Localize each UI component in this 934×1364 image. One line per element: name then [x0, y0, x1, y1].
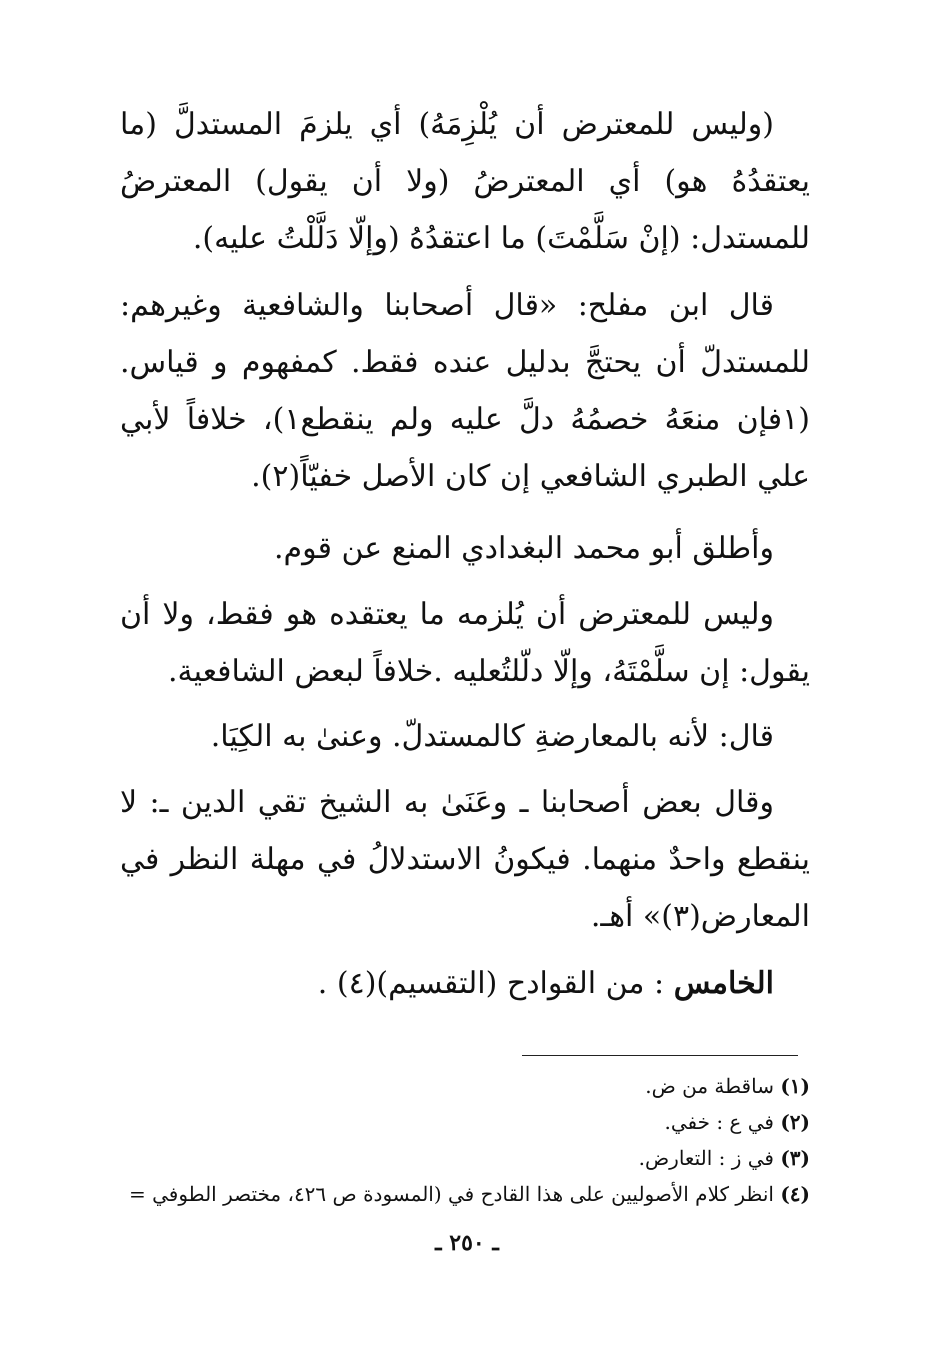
footnote-number: (٤)	[780, 1182, 810, 1206]
paragraph-3	[120, 520, 810, 577]
footnote-3	[90, 1140, 810, 1176]
paragraph-text: وأطلق أبو محمد البغدادي المنع عن قوم.	[273, 531, 774, 566]
paragraph-4	[120, 586, 810, 700]
footnote-text: في ز : التعارض.	[638, 1146, 774, 1170]
footnote-text: انظر كلام الأصوليين على هذا القادح في (المسودة ص ٤٢٦، مختصر الطوفي =	[128, 1182, 774, 1206]
paragraph-5	[120, 708, 810, 765]
footnote-1	[90, 1068, 810, 1104]
paragraph-text: وقال بعض أصحابنا ـ وعَنَىٰ به الشيخ تقي الدين ـ: لا ينقطع واحدٌ منهما. فيكونُ الاستدلالُ في مهلة النظر في المعارض(٣)» أهـ.	[120, 785, 810, 934]
footnote-text: في ع : خفي.	[664, 1110, 774, 1134]
section-heading-bold: الخامس	[673, 966, 774, 1001]
footnote-text: ساقطة من ض.	[645, 1074, 774, 1098]
footnote-number: (١)	[780, 1074, 810, 1098]
page-number: ـ ٢٥٠ ـ	[435, 1230, 499, 1256]
footnotes	[90, 1068, 810, 1212]
footnote-number: (٢)	[780, 1110, 810, 1134]
paragraph-text: قال: لأنه بالمعارضةِ كالمستدلّ. وعنىٰ به الكِيَا.	[210, 719, 774, 754]
paragraph-1	[120, 96, 810, 267]
footnote-4	[90, 1176, 810, 1212]
paragraph-2	[120, 277, 810, 505]
paragraph-text: قال ابن مفلح: «قال أصحابنا والشافعية وغيرهم: للمستدلّ أن يحتجَّ بدليل عنده فقط. كمفهوم و قياس. (١فإن منعَهُ خصمُهُ دلَّ عليه ولم ينقطع١)، خلافاً لأبي علي الطبري الشافعي إن كان الأصل خفيّاً(٢).	[120, 288, 810, 494]
section-heading-line	[120, 955, 810, 1012]
paragraph-6	[120, 774, 810, 945]
section-heading-rest: : من القوادح (التقسيم)(٤) .	[317, 966, 665, 1001]
paragraph-text: وليس للمعترض أن يُلزمه ما يعتقده هو فقط، ولا أن يقول: إن سلَّمْتَهُ، وإلّا دلّلتُعليه .خلافاً لبعض الشافعية.	[120, 597, 810, 689]
footnote-2	[90, 1104, 810, 1140]
footnote-number: (٣)	[780, 1146, 810, 1170]
footnote-separator	[522, 1055, 798, 1056]
paragraph-text: (وليس للمعترض أن يُلْزِمَهُ) أي يلزمَ المستدلَّ (ما يعتقدُهُ هو) أي المعترضُ (ولا أن يقول) المعترضُ للمستدل: (إنْ سَلَّمْتَ) ما اعتقدُهُ (وإلّا دَلَّلْتُ عليه).	[120, 107, 810, 256]
section-heading	[120, 955, 810, 1012]
